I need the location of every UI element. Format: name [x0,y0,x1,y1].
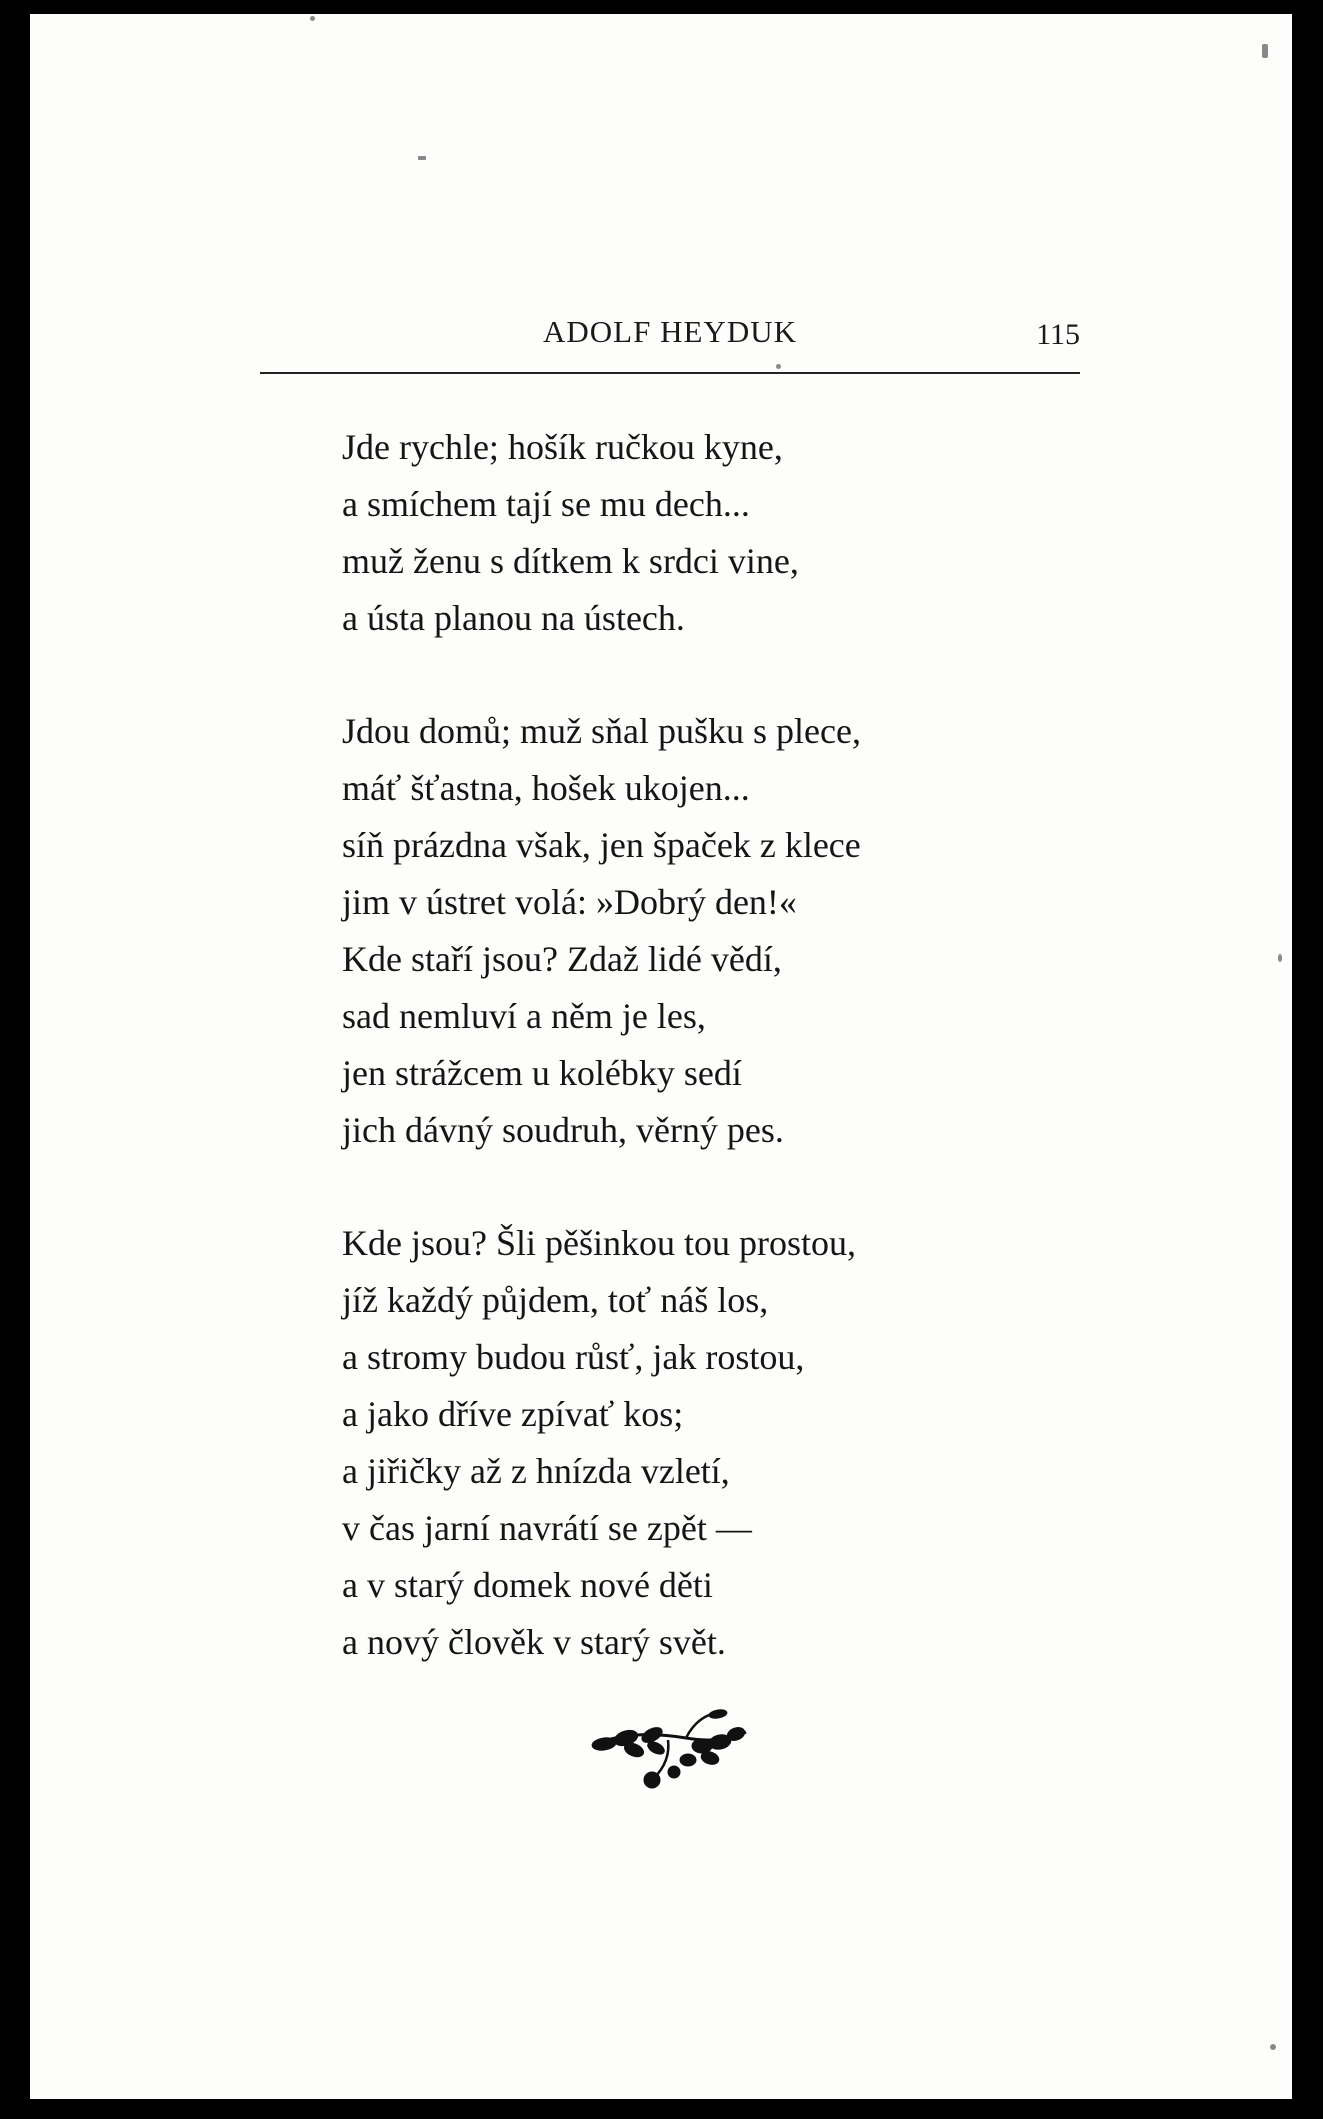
poem [342,419,1062,1727]
stanza-3 [342,1215,1062,1671]
stanza-2 [342,703,1062,1159]
poem-line: a stromy budou růsť, jak rostou, [342,1337,805,1377]
poem-line: sad nemluví a něm je les, [342,996,706,1036]
poem-line: muž ženu s dítkem k srdci vine, [342,541,799,581]
book-page [30,14,1292,2099]
poem-line: a v starý domek nové děti [342,1565,713,1605]
stanza-1 [342,419,1062,647]
page-header [260,314,1080,374]
poem-line: Jde rychle; hošík ručkou kyne, [342,427,783,467]
poem-line: a smíchem tají se mu dech... [342,484,750,524]
paper-speck [418,156,426,160]
poem-line: a ústa planou na ústech. [342,598,685,638]
paper-speck [1270,2044,1276,2050]
paper-speck [310,16,315,21]
poem-line: Kde staří jsou? Zdaž lidé vědí, [342,939,782,979]
page-number: 115 [1036,318,1080,351]
floral-vignette-icon [590,1702,750,1792]
poem-line: jen strážcem u kolébky sedí [342,1053,742,1093]
poem-line: síň prázdna však, jen špaček z klece [342,825,861,865]
poem-line: máť šťastna, hošek ukojen... [342,768,750,808]
paper-speck [1278,954,1282,962]
poem-line: a jiřičky až z hnízda vzletí, [342,1451,730,1491]
poem-line: jíž každý půjdem, toť náš los, [342,1280,769,1320]
paper-speck [776,364,781,369]
running-head: ADOLF HEYDUK [543,314,797,349]
poem-line: jim v ústret volá: »Dobrý den!« [342,882,797,922]
poem-line: jich dávný soudruh, věrný pes. [342,1110,784,1150]
paper-speck [1262,44,1268,58]
poem-line: Jdou domů; muž sňal pušku s plece, [342,711,861,751]
poem-line: Kde jsou? Šli pěšinkou tou prostou, [342,1223,856,1263]
poem-line: a jako dříve zpívať kos; [342,1394,684,1434]
poem-line: a nový člověk v starý svět. [342,1622,726,1662]
poem-line: v čas jarní navrátí se zpět — [342,1508,752,1548]
